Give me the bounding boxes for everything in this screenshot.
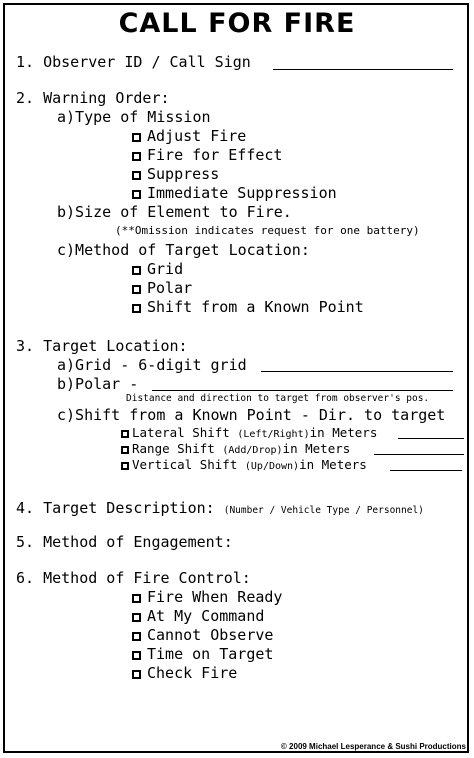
option-label: Shift from a Known Point <box>147 298 364 316</box>
shift-row[interactable] <box>121 425 377 442</box>
checkbox-item[interactable] <box>132 664 237 682</box>
shift-main-label: Range Shift <box>132 441 215 456</box>
checkbox-icon[interactable] <box>132 133 141 142</box>
checkbox-item[interactable] <box>132 607 264 625</box>
target-description-note: (Number / Vehicle Type / Personnel) <box>223 505 424 516</box>
checkbox-icon[interactable] <box>132 594 141 603</box>
option-label: Fire When Ready <box>147 588 283 606</box>
page-title: CALL FOR FIRE <box>118 8 356 39</box>
checkbox-item[interactable] <box>132 260 183 278</box>
checkbox-item[interactable] <box>132 165 219 183</box>
shift-note: (Add/Drop) <box>222 445 283 456</box>
checkbox-icon[interactable] <box>132 670 141 679</box>
checkbox-icon[interactable] <box>132 285 141 294</box>
shift-known-point-label: c)Shift from a Known Point - Dir. to target <box>57 406 446 424</box>
option-label: Time on Target <box>147 645 274 663</box>
range-shift-blank[interactable] <box>374 454 464 455</box>
option-label: Cannot Observe <box>147 626 274 644</box>
checkbox-icon[interactable] <box>132 171 141 180</box>
grid-label: a)Grid - 6-digit grid <box>57 356 247 374</box>
copyright-footer: © 2009 Michael Lesperance & Sushi Productions <box>280 742 466 751</box>
shift-main-label: Vertical Shift <box>132 457 238 472</box>
shift-row[interactable] <box>121 441 350 458</box>
checkbox-icon[interactable] <box>121 430 129 438</box>
size-of-element-note: (**Omission indicates request for one battery) <box>115 224 420 237</box>
observer-id-label: 1. Observer ID / Call Sign <box>16 53 251 71</box>
method-target-location-label: c)Method of Target Location: <box>57 241 310 259</box>
checkbox-item[interactable] <box>132 298 364 316</box>
type-of-mission-label: a)Type of Mission <box>57 108 211 126</box>
option-label: Fire for Effect <box>147 146 283 164</box>
target-location-label: 3. Target Location: <box>16 337 188 355</box>
shift-unit: in Meters <box>299 457 367 472</box>
option-label: Suppress <box>147 165 220 183</box>
grid-blank[interactable] <box>261 371 453 372</box>
checkbox-icon[interactable] <box>132 651 141 660</box>
checkbox-icon[interactable] <box>132 304 141 313</box>
target-description-label <box>16 499 424 517</box>
shift-main-label: Lateral Shift <box>132 425 230 440</box>
option-label: Adjust Fire <box>147 127 247 145</box>
observer-id-blank[interactable] <box>273 69 453 70</box>
warning-order-label: 2. Warning Order: <box>16 89 170 107</box>
checkbox-icon[interactable] <box>132 632 141 641</box>
option-label: At My Command <box>147 607 265 625</box>
vertical-shift-blank[interactable] <box>390 470 462 471</box>
checkbox-icon[interactable] <box>132 190 141 199</box>
shift-note: (Left/Right) <box>237 429 310 440</box>
checkbox-icon[interactable] <box>132 266 141 275</box>
target-description-text: 4. Target Description: <box>16 499 215 517</box>
method-of-engagement-label: 5. Method of Engagement: <box>16 533 233 551</box>
polar-note: Distance and direction to target from observer's pos. <box>126 393 430 404</box>
shift-row[interactable] <box>121 457 367 474</box>
shift-note: (Up/Down) <box>244 461 300 472</box>
checkbox-item[interactable] <box>132 626 273 644</box>
polar-label: b)Polar - <box>57 375 139 393</box>
checkbox-item[interactable] <box>132 645 273 663</box>
shift-unit: in Meters <box>282 441 351 456</box>
checkbox-item[interactable] <box>132 127 246 145</box>
method-of-fire-control-label: 6. Method of Fire Control: <box>16 569 251 587</box>
lateral-shift-blank[interactable] <box>398 438 464 439</box>
option-label: Grid <box>147 260 184 278</box>
checkbox-item[interactable] <box>132 588 282 606</box>
size-of-element-label: b)Size of Element to Fire. <box>57 203 292 221</box>
polar-blank[interactable] <box>152 390 453 391</box>
checkbox-icon[interactable] <box>121 446 129 454</box>
checkbox-item[interactable] <box>132 146 282 164</box>
option-label: Polar <box>147 279 193 297</box>
checkbox-icon[interactable] <box>132 152 141 161</box>
option-label: Check Fire <box>147 664 238 682</box>
checkbox-item[interactable] <box>132 279 192 297</box>
shift-unit: in Meters <box>309 425 378 440</box>
checkbox-item[interactable] <box>132 184 337 202</box>
checkbox-icon[interactable] <box>121 462 129 470</box>
option-label: Immediate Suppression <box>147 184 337 202</box>
checkbox-icon[interactable] <box>132 613 141 622</box>
